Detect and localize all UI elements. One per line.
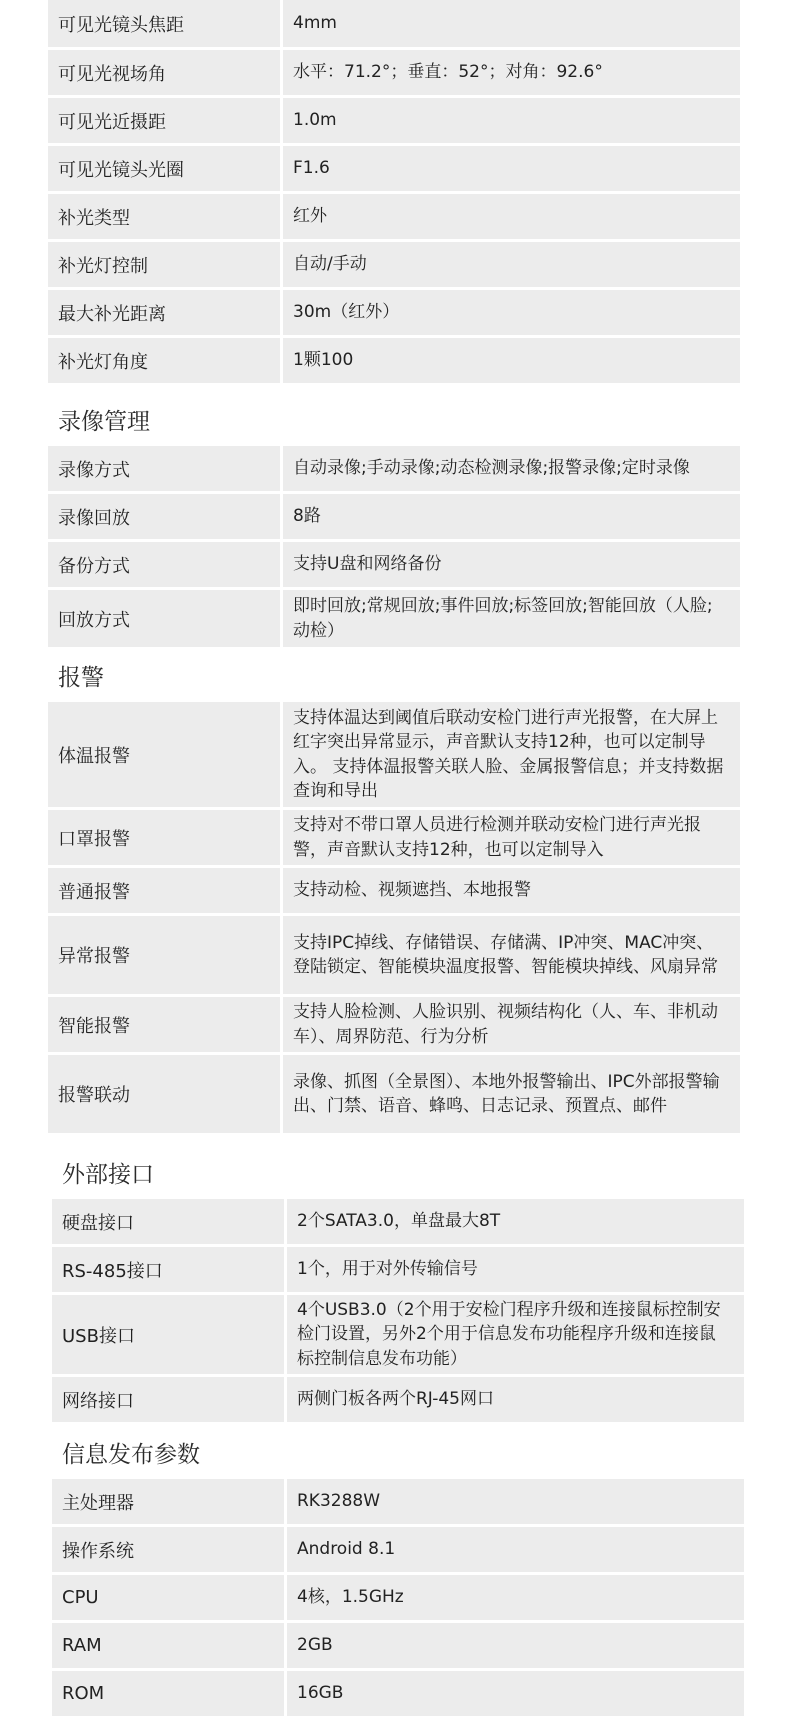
spec-row — [52, 1377, 744, 1422]
section-title: 外部接口 — [62, 1162, 154, 1188]
spec-label: 最大补光距离 — [48, 290, 280, 335]
spec-label: 普通报警 — [48, 868, 280, 913]
spec-value: 水平：71.2°；垂直：52°；对角：92.6° — [283, 50, 740, 95]
spec-value: 4mm — [283, 0, 740, 47]
spec-value: 支持对不带口罩人员进行检测并联动安检门进行声光报警，声音默认支持12种，也可以定制导入 — [283, 810, 740, 865]
spec-value: RK3288W — [287, 1479, 744, 1524]
spec-value: 4核，1.5GHz — [287, 1575, 744, 1620]
spec-row — [48, 1055, 740, 1133]
spec-label: 补光灯控制 — [48, 242, 280, 287]
spec-row — [48, 868, 740, 913]
spec-value: 录像、抓图（全景图）、本地外报警输出、IPC外部报警输出、门禁、语音、蜂鸣、日志记录、预置点、邮件 — [283, 1055, 740, 1133]
spec-row — [52, 1575, 744, 1620]
spec-label: 口罩报警 — [48, 810, 280, 865]
spec-value: 自动/手动 — [283, 242, 740, 287]
spec-row — [48, 916, 740, 994]
spec-value: 支持动检、视频遮挡、本地报警 — [283, 868, 740, 913]
spec-label: 主处理器 — [52, 1479, 284, 1524]
spec-value: 16GB — [287, 1671, 744, 1716]
spec-value: 支持体温达到阈值后联动安检门进行声光报警，在大屏上红字突出异常显示，声音默认支持12种，也可以定制导入。 支持体温报警关联人脸、金属报警信息；并支持数据查询和导出 — [283, 702, 740, 807]
spec-label: 网络接口 — [52, 1377, 284, 1422]
spec-label: 异常报警 — [48, 916, 280, 994]
spec-label: 可见光近摄距 — [48, 98, 280, 143]
spec-value: 支持U盘和网络备份 — [283, 542, 740, 587]
spec-label: 操作系统 — [52, 1527, 284, 1572]
spec-section-info-publish — [52, 1431, 744, 1716]
spec-label: 录像回放 — [48, 494, 280, 539]
spec-value: 4个USB3.0（2个用于安检门程序升级和连接鼠标控制安检门设置，另外2个用于信息发布功能程序升级和连接鼠标控制信息发布功能） — [287, 1295, 744, 1374]
spec-value: 支持IPC掉线、存储错误、存储满、IP冲突、MAC冲突、登陆锁定、智能模块温度报警、智能模块掉线、风扇异常 — [283, 916, 740, 994]
spec-section-alarm — [48, 654, 740, 1133]
spec-row — [48, 542, 740, 587]
spec-section-interfaces — [52, 1151, 744, 1422]
spec-label: USB接口 — [52, 1295, 284, 1374]
spec-row — [48, 146, 740, 191]
section-title: 信息发布参数 — [62, 1442, 200, 1468]
spec-value: 1颗100 — [283, 338, 740, 383]
spec-label: 补光灯角度 — [48, 338, 280, 383]
spec-value: 2GB — [287, 1623, 744, 1668]
spec-label: 补光类型 — [48, 194, 280, 239]
spec-label: 可见光镜头焦距 — [48, 0, 280, 47]
spec-row — [52, 1295, 744, 1374]
spec-row — [48, 338, 740, 383]
spec-label: 录像方式 — [48, 446, 280, 491]
spec-row — [52, 1623, 744, 1668]
spec-row — [48, 997, 740, 1052]
spec-label: RAM — [52, 1623, 284, 1668]
spec-value: 支持人脸检测、人脸识别、视频结构化（人、车、非机动车）、周界防范、行为分析 — [283, 997, 740, 1052]
spec-row — [48, 98, 740, 143]
spec-row — [48, 702, 740, 807]
spec-value: 1.0m — [283, 98, 740, 143]
spec-value: F1.6 — [283, 146, 740, 191]
spec-label: 回放方式 — [48, 590, 280, 647]
spec-value: Android 8.1 — [287, 1527, 744, 1572]
spec-row — [48, 50, 740, 95]
spec-value: 8路 — [283, 494, 740, 539]
spec-row — [48, 494, 740, 539]
spec-value: 自动录像;手动录像;动态检测录像;报警录像;定时录像 — [283, 446, 740, 491]
spec-row — [48, 194, 740, 239]
spec-label: 报警联动 — [48, 1055, 280, 1133]
spec-row — [52, 1247, 744, 1292]
spec-label: 体温报警 — [48, 702, 280, 807]
spec-row — [48, 590, 740, 647]
spec-label: 可见光镜头光圈 — [48, 146, 280, 191]
spec-row — [48, 242, 740, 287]
spec-row — [52, 1671, 744, 1716]
spec-row — [48, 0, 740, 47]
spec-value: 1个，用于对外传输信号 — [287, 1247, 744, 1292]
spec-row — [48, 446, 740, 491]
spec-row — [52, 1527, 744, 1572]
spec-row — [52, 1199, 744, 1244]
spec-section-lens — [48, 0, 740, 383]
spec-value: 两侧门板各两个RJ-45网口 — [287, 1377, 744, 1422]
spec-label: CPU — [52, 1575, 284, 1620]
spec-value: 即时回放;常规回放;事件回放;标签回放;智能回放（人脸;动检） — [283, 590, 740, 647]
spec-label: 可见光视场角 — [48, 50, 280, 95]
spec-value: 2个SATA3.0，单盘最大8T — [287, 1199, 744, 1244]
spec-value: 红外 — [283, 194, 740, 239]
section-title: 报警 — [58, 665, 104, 691]
spec-row — [52, 1479, 744, 1524]
spec-label: 备份方式 — [48, 542, 280, 587]
spec-label: ROM — [52, 1671, 284, 1716]
spec-label: 智能报警 — [48, 997, 280, 1052]
section-title: 录像管理 — [58, 409, 150, 435]
spec-label: RS-485接口 — [52, 1247, 284, 1292]
spec-value: 30m（红外） — [283, 290, 740, 335]
spec-row — [48, 290, 740, 335]
spec-row — [48, 810, 740, 865]
spec-label: 硬盘接口 — [52, 1199, 284, 1244]
spec-section-recording — [48, 398, 740, 647]
